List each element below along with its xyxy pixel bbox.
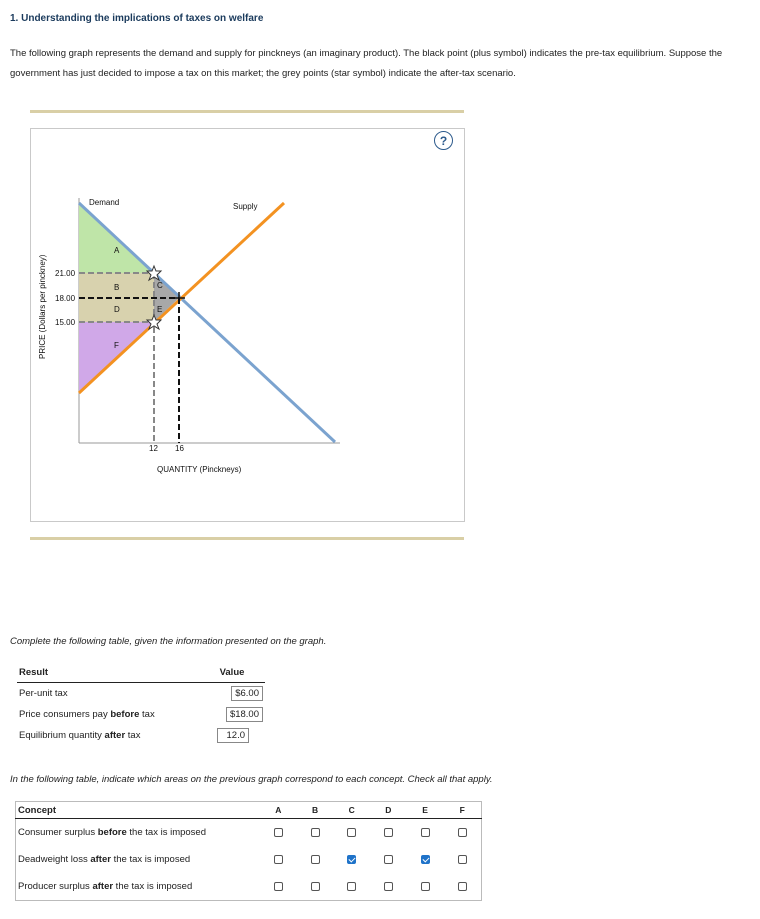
checkbox-cs-before-f[interactable] (458, 828, 467, 837)
checkbox-cs-before-d[interactable] (384, 828, 393, 837)
checkbox-ps-after-c[interactable] (347, 882, 356, 891)
col-c: C (333, 802, 370, 819)
header-result: Result (17, 665, 197, 683)
checkbox-cs-before-e[interactable] (421, 828, 430, 837)
checkbox-dwl-after-d[interactable] (384, 855, 393, 864)
col-d: D (370, 802, 407, 819)
checkbox-cs-before-a[interactable] (274, 828, 283, 837)
checkbox-ps-after-b[interactable] (311, 882, 320, 891)
col-f: F (443, 802, 481, 819)
checkbox-cs-before-c[interactable] (347, 828, 356, 837)
checkbox-dwl-after-b[interactable] (311, 855, 320, 864)
area-label-c: C (157, 281, 163, 290)
help-icon[interactable]: ? (434, 131, 453, 150)
y-tick-18: 18.00 (55, 294, 76, 303)
checkbox-dwl-after-c[interactable] (347, 855, 356, 864)
concept-label: Consumer surplus before the tax is imposed (18, 827, 206, 838)
row-label: Per-unit tax (19, 688, 68, 699)
supply-label: Supply (233, 202, 258, 211)
intro-text: The following graph represents the demand and supply for pinckneys (an imaginary product). The black point (plus symbol) indicates the pre-tax equilibrium. Suppose the government has just decided to impose a tax on this market; the grey points (star symbol) indicate the after-tax scenario. (10, 48, 723, 79)
divider-bottom (30, 537, 464, 540)
table-row (17, 683, 265, 705)
header-value: Value (197, 665, 265, 683)
concept-label: Deadweight loss after the tax is imposed (18, 854, 191, 865)
instruction-2: In the following table, indicate which areas on the previous graph correspond to each concept. Check all that apply. (10, 774, 493, 785)
header-concept: Concept (16, 802, 261, 819)
col-b: B (297, 802, 334, 819)
col-e: E (407, 802, 444, 819)
table-row (16, 873, 482, 901)
concept-table (15, 801, 482, 901)
y-tick-15: 15.00 (55, 318, 76, 327)
area-label-f: F (114, 341, 119, 350)
table-row (16, 846, 482, 873)
demand-label: Demand (89, 198, 120, 207)
table-row (17, 725, 265, 746)
row-label: Equilibrium quantity after tax (19, 730, 141, 741)
page-title: 1. Understanding the implications of taxes on welfare (10, 13, 264, 24)
col-a: A (260, 802, 297, 819)
checkbox-ps-after-e[interactable] (421, 882, 430, 891)
x-tick-16: 16 (175, 444, 184, 453)
table-row (17, 704, 265, 725)
checkbox-dwl-after-a[interactable] (274, 855, 283, 864)
per-unit-tax-input[interactable]: $6.00 (231, 686, 263, 701)
checkbox-dwl-after-f[interactable] (458, 855, 467, 864)
concept-label: Producer surplus after the tax is imposed (18, 881, 193, 892)
checkbox-ps-after-a[interactable] (274, 882, 283, 891)
quantity-after-tax-input[interactable]: 12.0 (217, 728, 249, 743)
area-label-d: D (114, 305, 120, 314)
price-before-tax-input[interactable]: $18.00 (226, 707, 263, 722)
instruction-1: Complete the following table, given the information presented on the graph. (10, 636, 327, 647)
y-tick-21: 21.00 (55, 269, 76, 278)
area-label-a: A (114, 246, 120, 255)
checkbox-dwl-after-e[interactable] (421, 855, 430, 864)
results-table (17, 665, 265, 746)
checkbox-cs-before-b[interactable] (311, 828, 320, 837)
row-label: Price consumers pay before tax (19, 709, 155, 720)
y-axis-label: PRICE (Dollars per pinckney) (38, 254, 47, 359)
x-tick-12: 12 (149, 444, 158, 453)
x-axis-label: QUANTITY (Pinckneys) (157, 465, 242, 474)
checkbox-ps-after-f[interactable] (458, 882, 467, 891)
area-label-b: B (114, 283, 120, 292)
area-label-e: E (157, 305, 163, 314)
checkbox-ps-after-d[interactable] (384, 882, 393, 891)
table-row (16, 819, 482, 847)
